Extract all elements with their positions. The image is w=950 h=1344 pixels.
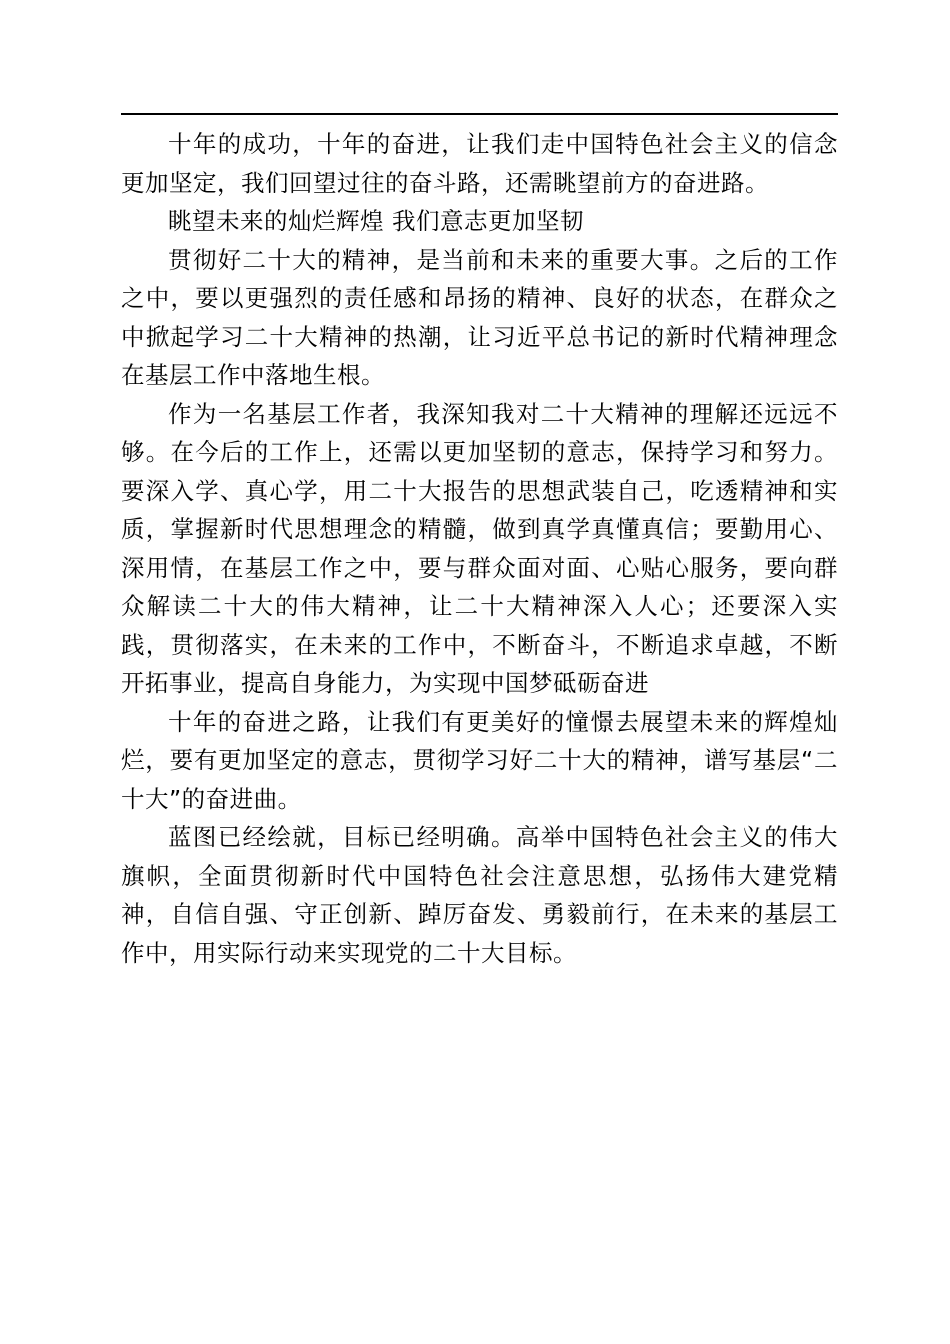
paragraph-2: 贯彻好二十大的精神，是当前和未来的重要大事。之后的工作之中，要以更强烈的责任感和昂扬的精神、良好的状态，在群众之中掀起学习二十大精神的热潮，让习近平总书记的新时代精神理念在基层工作中落地生根。 [121,245,838,389]
paragraph-4: 十年的奋进之路，让我们有更美好的憧憬去展望未来的辉煌灿烂，要有更加坚定的意志，贯彻学习好二十大的精神，谱写基层“二十大”的奋进曲。 [121,707,838,813]
header-rule [121,113,838,115]
paragraph-3: 作为一名基层工作者，我深知我对二十大精神的理解还远远不够。在今后的工作上，还需以更加坚韧的意志，保持学习和努力。要深入学、真心学，用二十大报告的思想武装自己，吃透精神和实质，掌握新时代思想理念的精髓，做到真学真懂真信；要勤用心、深用情，在基层工作之中，要与群众面对面、心贴心服务，要向群众解读二十大的伟大精神，让二十大精神深入人心；还要深入实践，贯彻落实，在未来的工作中，不断奋斗，不断追求卓越，不断开拓事业，提高自身能力，为实现中国梦砥砺奋进 [121,399,838,697]
section-heading: 眺望未来的灿烂辉煌 我们意志更加坚韧 [168,207,584,235]
paragraph-1: 十年的成功，十年的奋进，让我们走中国特色社会主义的信念更加坚定，我们回望过往的奋斗路，还需眺望前方的奋进路。 [121,130,838,197]
document-body [121,125,838,972]
paragraph-5: 蓝图已经绘就，目标已经明确。高举中国特色社会主义的伟大旗帜，全面贯彻新时代中国特色社会注意思想，弘扬伟大建党精神，自信自强、守正创新、踔厉奋发、勇毅前行，在未来的基层工作中，用实际行动来实现党的二十大目标。 [121,823,838,967]
